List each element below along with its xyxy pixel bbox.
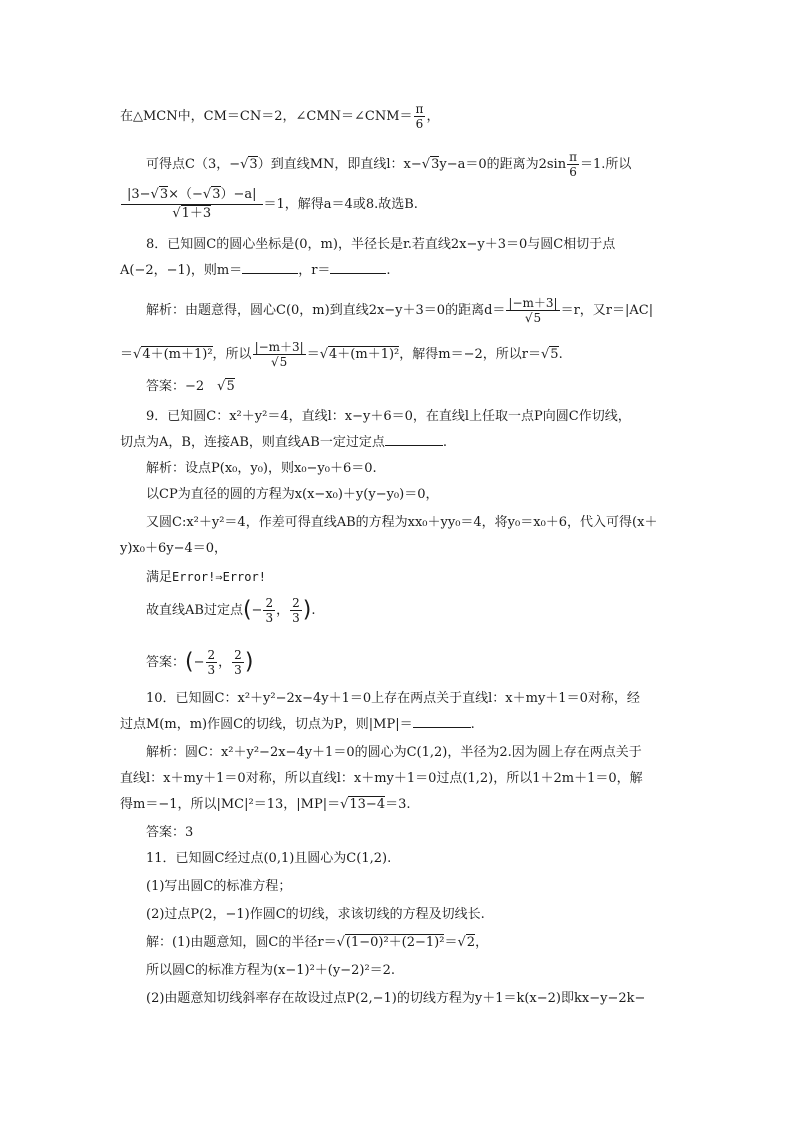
solution-9-line-6: 故直线AB过定点(− $\frac{2}{3}$ ， $\frac{2}{3}$ ). bbox=[146, 596, 316, 625]
text: 在△MCN中，CM＝CN＝2，∠CMN＝∠CNM＝ bbox=[120, 109, 413, 124]
solution-9-line-1: 解析：设点P(x₀，y₀)，则x₀−y₀＋6＝0. bbox=[146, 461, 377, 476]
solution-10-line-1: 解析：圆C：x²＋y²−2x−4y＋1＝0的圆心为C(1,2)，半径为2.因为圆上存在两点关于 bbox=[146, 745, 642, 760]
answer-blank bbox=[413, 727, 471, 728]
answer-blank bbox=[330, 273, 386, 274]
answer-10: 答案：3 bbox=[146, 825, 194, 840]
question-11-line-3: (2)过点P(2，−1)作圆C的切线，求该切线的方程及切线长. bbox=[146, 907, 485, 922]
fraction: $\frac{2}{3}$ bbox=[265, 596, 274, 625]
fraction: $\frac{2}{3}$ bbox=[292, 596, 300, 625]
fraction: $\frac{2}{3}$ bbox=[234, 648, 242, 677]
answer-8: 答案：−2 √5 bbox=[146, 379, 235, 394]
solution-8-line-1: 解析：由题意得，圆心C(0，m)到直线2x−y＋3＝0的距离d＝ $\frac{|-m+3|}{√5}$ ＝r，又r＝|AC| bbox=[146, 296, 654, 325]
line-3: $\frac{|3-√3\times(-√3)-a|}{√1+3}$ ＝1，解得a＝4或8.故选B. bbox=[120, 186, 418, 223]
question-10-line-2: 过点M(m，m)作圆C的切线，切点为P，则|MP|＝ . bbox=[120, 717, 475, 732]
solution-9-line-3: 又圆C:x²＋y²＝4，作差可得直线AB的方程为xx₀＋yy₀＝4，将y₀＝x₀＋6，代入可得(x＋ bbox=[146, 515, 658, 530]
fraction: $\frac{|-m+3|}{√5}$ bbox=[508, 296, 558, 325]
solution-10-line-2: 直线l：x＋my＋1＝0对称，所以直线l：x＋my＋1＝0过点(1,2)，所以1＋2m＋1＝0，解 bbox=[120, 771, 643, 786]
line-1: 在△MCN中，CM＝CN＝2，∠CMN＝∠CNM＝ $\frac{\pi}{6}$ ， bbox=[120, 102, 440, 131]
fraction: $\frac{\pi}{6}$ bbox=[569, 150, 577, 179]
question-9-line-2: 切点为A，B，连接AB，则直线AB一定过定点 . bbox=[120, 435, 447, 450]
question-8-line-2: A(−2，−1)，则m＝ ，r＝ . bbox=[120, 263, 391, 278]
solution-9-line-4: y)x₀＋6y−4＝0， bbox=[120, 541, 228, 556]
fraction: $\frac{|3-√3\times(-√3)-a|}{√1+3}$ bbox=[121, 186, 263, 223]
solution-11-line-1: 解：(1)由题意知，圆C的半径r＝√(1−0)²＋(2−1)²＝√2， bbox=[146, 935, 489, 950]
solution-11-line-2: 所以圆C的标准方程为(x−1)²＋(y−2)²＝2. bbox=[146, 963, 396, 978]
line-2: 可得点C（3，−√3）到直线MN，即直线l：x−√3y−a＝0的距离为2sin $\frac{\pi}{6}$ ＝1.所以 bbox=[146, 150, 632, 179]
question-8-line-1: 8．已知圆C的圆心坐标是(0，m)，半径长是r.若直线2x−y＋3＝0与圆C相切于点 bbox=[146, 237, 616, 252]
fraction: $\frac{|-m+3|}{√5}$ bbox=[254, 340, 304, 369]
solution-11-line-3: (2)由题意知切线斜率存在故设过点P(2,−1)的切线方程为y＋1＝k(x−2)即kx−y−2k− bbox=[146, 991, 646, 1006]
question-9-line-1: 9．已知圆C：x²＋y²＝4，直线l：x−y＋6＝0，在直线l上任取一点P向圆C作切线， bbox=[146, 409, 631, 424]
solution-8-line-2: ＝√4＋(m＋1)²，所以 $\frac{|-m+3|}{√5}$ ＝√4＋(m＋1)²，解得m＝−2，所以r＝√5. bbox=[120, 340, 563, 369]
answer-blank bbox=[242, 273, 298, 274]
solution-9-line-2: 以CP为直径的圆的方程为x(x−x₀)＋y(y−y₀)＝0， bbox=[146, 487, 439, 502]
answer-9: 答案：(− $\frac{2}{3}$ ， $\frac{2}{3}$ ) bbox=[146, 648, 254, 677]
solution-10-line-3: 得m＝−1，所以|MC|²＝13，|MP|＝√13−4＝3. bbox=[120, 797, 411, 812]
solution-9-line-5: 满足Error!⇒Error! bbox=[146, 570, 266, 585]
question-11-line-1: 11．已知圆C经过点(0,1)且圆心为C(1,2). bbox=[146, 851, 392, 866]
question-10-line-1: 10．已知圆C：x²＋y²−2x−4y＋1＝0上存在两点关于直线l：x＋my＋1＝0对称，经 bbox=[146, 691, 640, 706]
question-11-line-2: (1)写出圆C的标准方程； bbox=[146, 879, 292, 894]
fraction: $\frac{2}{3}$ bbox=[207, 648, 216, 677]
answer-blank bbox=[385, 445, 443, 446]
fraction: $\frac{\pi}{6}$ bbox=[415, 102, 424, 131]
